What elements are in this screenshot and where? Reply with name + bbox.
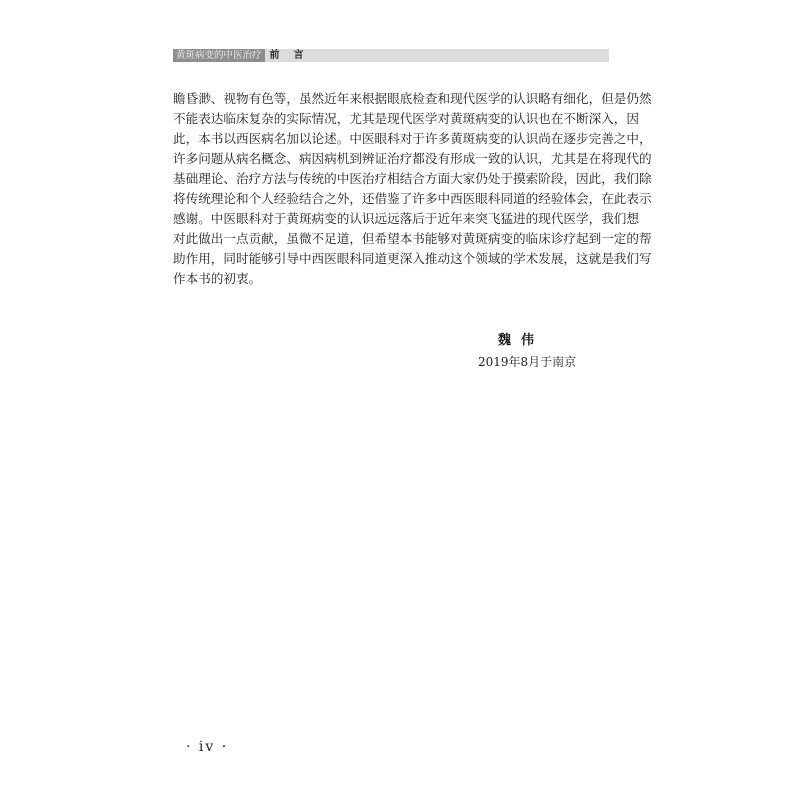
- text-line: 对此做出一点贡献，虽微不足道，但希望本书能够对黄斑病变的临床诊疗起到一定的帮: [173, 231, 652, 246]
- text-line: 助作用，同时能够引导中西医眼科同道更深入推动这个领域的学术发展，这就是我们写: [173, 251, 652, 266]
- text-line: 许多问题从病名概念、病因病机到辨证治疗都没有形成一致的认识，尤其是在将现代的: [173, 151, 652, 166]
- text-line: 感谢。中医眼科对于黄斑病变的认识远远落后于近年来突飞猛进的现代医学，我们想: [173, 211, 639, 226]
- section-title: 前言: [269, 50, 318, 61]
- text-line: 作本书的初衷。: [173, 271, 262, 286]
- page-number: · iv ·: [186, 739, 229, 755]
- preface-body: [173, 89, 652, 289]
- text-line: 不能表达临床复杂的实际情况，尤其是现代医学对黄斑病变的认识也在不断深入，因: [173, 111, 639, 126]
- text-line: 瞻昏渺、视物有色等，虽然近年来根据眼底检查和现代医学的认识略有细化，但是仍然: [173, 91, 652, 106]
- running-header: [173, 49, 609, 62]
- signature-date-place: 2019年8月于南京: [478, 355, 577, 369]
- author-signature: 魏伟: [498, 333, 545, 348]
- text-line: 将传统理论和个人经验结合之外，还借鉴了许多中西医眼科同道的经验体会，在此表示: [173, 191, 652, 206]
- book-title-label: 黄斑病变的中医治疗: [173, 49, 265, 62]
- text-line: 基础理论、治疗方法与传统的中医治疗相结合方面大家仍处于摸索阶段，因此，我们除: [173, 171, 652, 186]
- text-line: 此，本书以西医病名加以论述。中医眼科对于许多黄斑病变的认识尚在逐步完善之中，: [173, 131, 652, 146]
